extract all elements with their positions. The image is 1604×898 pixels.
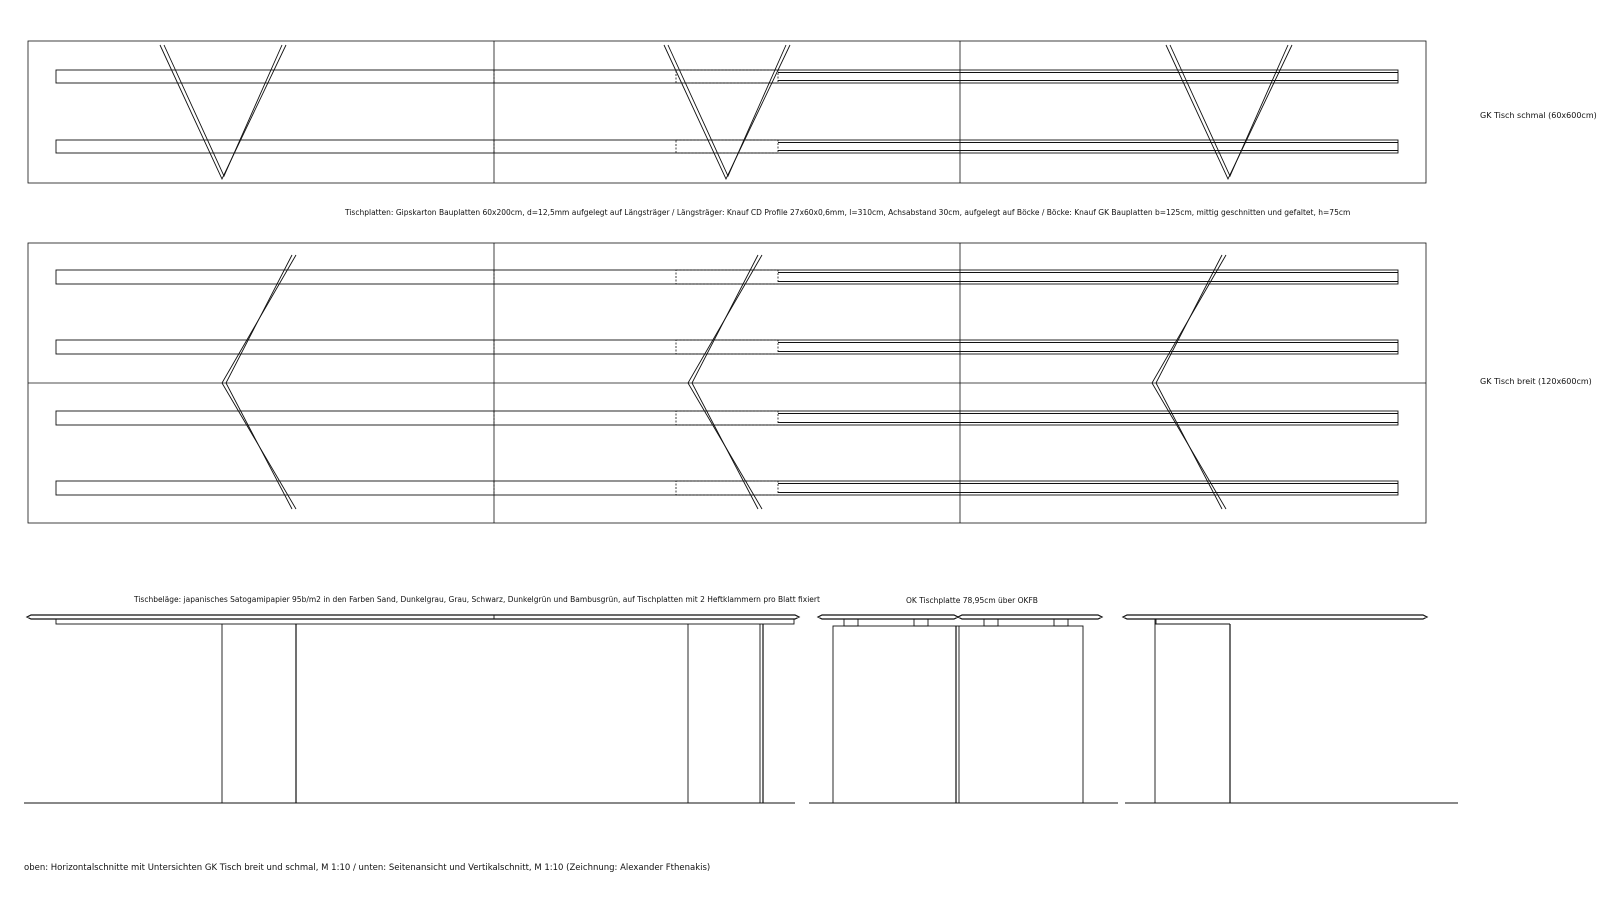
side-elevation (24, 615, 799, 803)
wide-table-label: GK Tisch breit (120x600cm) (1480, 377, 1592, 386)
narrow-table-label: GK Tisch schmal (60x600cm) (1480, 111, 1597, 120)
plan-wide-table (28, 243, 1426, 523)
surface-note: Tischbeläge: japanisches Satogamipapier 95b/m2 in den Farben Sand, Dunkelgrau, Grau, Schwarz, Dunkelgrün und Bambusgrün, auf Tischplatten mit 2 Heftklammern pro Blatt fixiert (134, 595, 820, 604)
height-note: OK Tischplatte 78,95cm über OKFB (906, 596, 1038, 605)
vertical-section (809, 615, 1118, 803)
vertical-section-wide (1123, 615, 1458, 803)
wide-trestles (222, 255, 1226, 509)
figure-caption: oben: Horizontalschnitte mit Untersichten GK Tisch breit und schmal, M 1:10 / unten: Seitenansicht und Vertikalschnitt, M 1:10 (Zeichnung: Alexander Fthenakis) (24, 863, 711, 873)
plan-narrow-table (28, 41, 1426, 183)
narrow-trestles (160, 45, 1292, 179)
plan-note: Tischplatten: Gipskarton Bauplatten 60x200cm, d=12,5mm aufgelegt auf Längsträger / Längsträger: Knauf CD Profile 27x60x0,6mm, l=310cm, Achsabstand 30cm, aufgelegt auf Böcke / Böcke: Knauf GK Bauplatten b=125cm, mittig geschnitten und gefaltet, h=75cm (345, 208, 1351, 217)
